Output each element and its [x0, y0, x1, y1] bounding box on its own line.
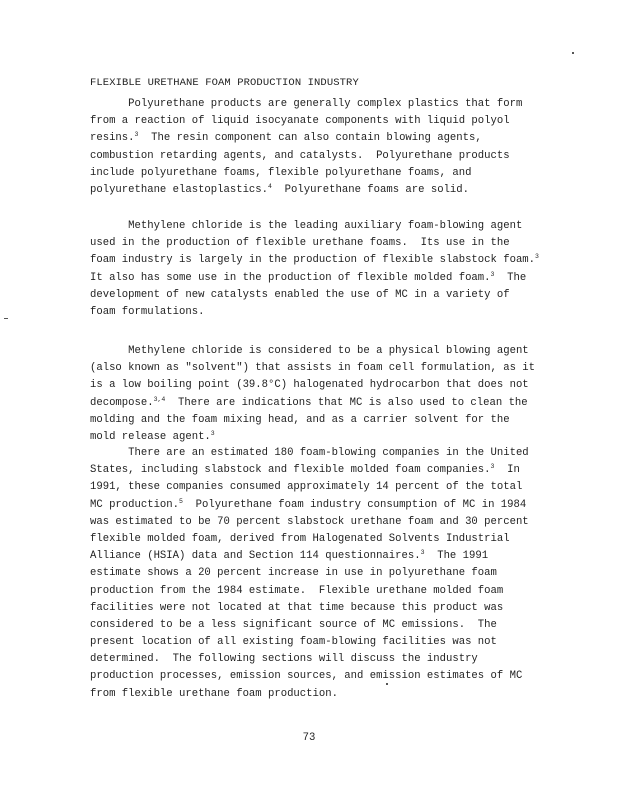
line-text: from flexible urethane foam production. [90, 687, 338, 700]
line-text: from a reaction of liquid isocyanate components with liquid polyol [90, 115, 510, 128]
line-text: Polyurethane products are generally complex plastics that form [90, 98, 523, 110]
line-text: estimate shows a 20 percent increase in use in polyurethane foam [90, 567, 497, 580]
line-text-continued: The [494, 271, 527, 284]
citation-reference: 3 [535, 253, 539, 261]
line-text: It also has some use in the production of flexible molded foam. [90, 271, 491, 284]
line-text: foam formulations. [90, 305, 205, 318]
text-line [90, 548, 570, 565]
line-text: considered to be a less significant source of MC emissions. The [90, 618, 497, 631]
line-text-continued: In [494, 464, 520, 477]
text-line [90, 377, 570, 394]
scan-speck [4, 318, 8, 319]
text-line [90, 182, 570, 199]
text-line [90, 600, 570, 617]
page-number: 73 [302, 732, 316, 744]
text-line [90, 96, 570, 113]
line-text: foam industry is largely in the production of flexible slabstock foam. [90, 254, 536, 267]
line-text: polyurethane elastoplastics. [90, 183, 269, 196]
line-text: Alliance (HSIA) data and Section 114 questionnaires. [90, 550, 421, 563]
citation-reference: 3 [490, 463, 495, 471]
text-line [90, 634, 570, 651]
citation-reference: 3,4 [153, 395, 166, 403]
line-text: production from the 1984 estimate. Flexible urethane molded foam [90, 584, 504, 597]
citation-reference: 3 [420, 549, 425, 557]
text-line [90, 270, 570, 287]
paragraph-physical-blowing-agent [90, 343, 570, 446]
citation-reference: 4 [268, 182, 272, 190]
text-line [90, 668, 570, 685]
citation-reference: 3 [134, 131, 139, 139]
line-text: include polyurethane foams, flexible polyurethane foams, and [90, 166, 472, 179]
text-line [90, 479, 570, 496]
line-text-continued: Polyurethane foams are solid. [271, 183, 469, 196]
line-text: States, including slabstock and flexible molded foam companies. [90, 464, 491, 477]
paragraph-auxiliary-blowing-agent [90, 218, 570, 321]
citation-reference: 3 [490, 270, 495, 278]
line-text-continued: There are indications that MC is also used to clean the [165, 396, 528, 409]
line-text: flexible molded foam, derived from Halogenated Solvents Industrial [90, 532, 510, 545]
line-text: combustion retarding agents, and catalysts. Polyurethane products [90, 149, 510, 162]
line-text: was estimated to be 70 percent slabstock urethane foam and 30 percent [90, 515, 529, 528]
text-line [90, 583, 570, 600]
text-line [90, 514, 570, 531]
text-line [90, 617, 570, 634]
line-text: decompose. [90, 396, 154, 409]
text-line [90, 531, 570, 548]
line-text: There are an estimated 180 foam-blowing companies in the United [90, 447, 529, 459]
text-line [90, 651, 570, 668]
line-text: Methylene chloride is the leading auxiliary foam-blowing agent [90, 220, 523, 232]
line-text: (also known as "solvent") that assists in foam cell formulation, as it [90, 362, 536, 375]
text-line [90, 148, 570, 165]
text-line [90, 218, 570, 235]
line-text: resins. [90, 132, 135, 145]
line-text: Methylene chloride is considered to be a physical blowing agent [90, 345, 529, 357]
text-line [90, 252, 570, 269]
text-line [90, 360, 570, 377]
text-line [90, 429, 570, 446]
section-heading: FLEXIBLE URETHANE FOAM PRODUCTION INDUSTRY [90, 77, 359, 89]
line-text: production processes, emission sources, and emission estimates of MC [90, 670, 523, 683]
text-line [90, 686, 570, 703]
text-line [90, 343, 570, 360]
text-line [90, 130, 570, 147]
line-text-continued: The 1991 [424, 550, 489, 563]
line-text: 1991, these companies consumed approximately 14 percent of the total [90, 481, 523, 494]
text-line [90, 235, 570, 252]
citation-reference: 5 [179, 497, 183, 505]
line-text: determined. The following sections will discuss the industry [90, 653, 478, 666]
paragraph-polyurethane-products [90, 96, 570, 199]
line-text: facilities were not located at that time because this product was [90, 601, 504, 614]
text-line [90, 445, 570, 462]
text-line [90, 395, 570, 412]
line-text: is a low boiling point (39.8°C) halogenated hydrocarbon that does not [90, 379, 529, 392]
line-text: MC production. [90, 498, 180, 511]
text-line [90, 565, 570, 582]
line-text: molding and the foam mixing head, and as a carrier solvent for the [90, 413, 510, 426]
line-text: used in the production of flexible urethane foams. Its use in the [90, 237, 510, 250]
text-line [90, 412, 570, 429]
paragraph-foam-blowing-companies [90, 445, 570, 703]
line-text-continued: The resin component can also contain blowing agents, [138, 132, 482, 145]
citation-reference: 3 [210, 429, 215, 437]
line-text-continued: Polyurethane foam industry consumption of MC in 1984 [182, 498, 527, 511]
line-text: mold release agent. [90, 430, 211, 443]
text-line [90, 462, 570, 479]
scan-speck [572, 52, 574, 54]
text-line [90, 497, 570, 514]
line-text: development of new catalysts enabled the use of MC in a variety of [90, 288, 510, 301]
text-line [90, 304, 570, 321]
line-text: present location of all existing foam-blowing facilities was not [90, 636, 497, 649]
text-line [90, 165, 570, 182]
text-line [90, 113, 570, 130]
text-line [90, 287, 570, 304]
